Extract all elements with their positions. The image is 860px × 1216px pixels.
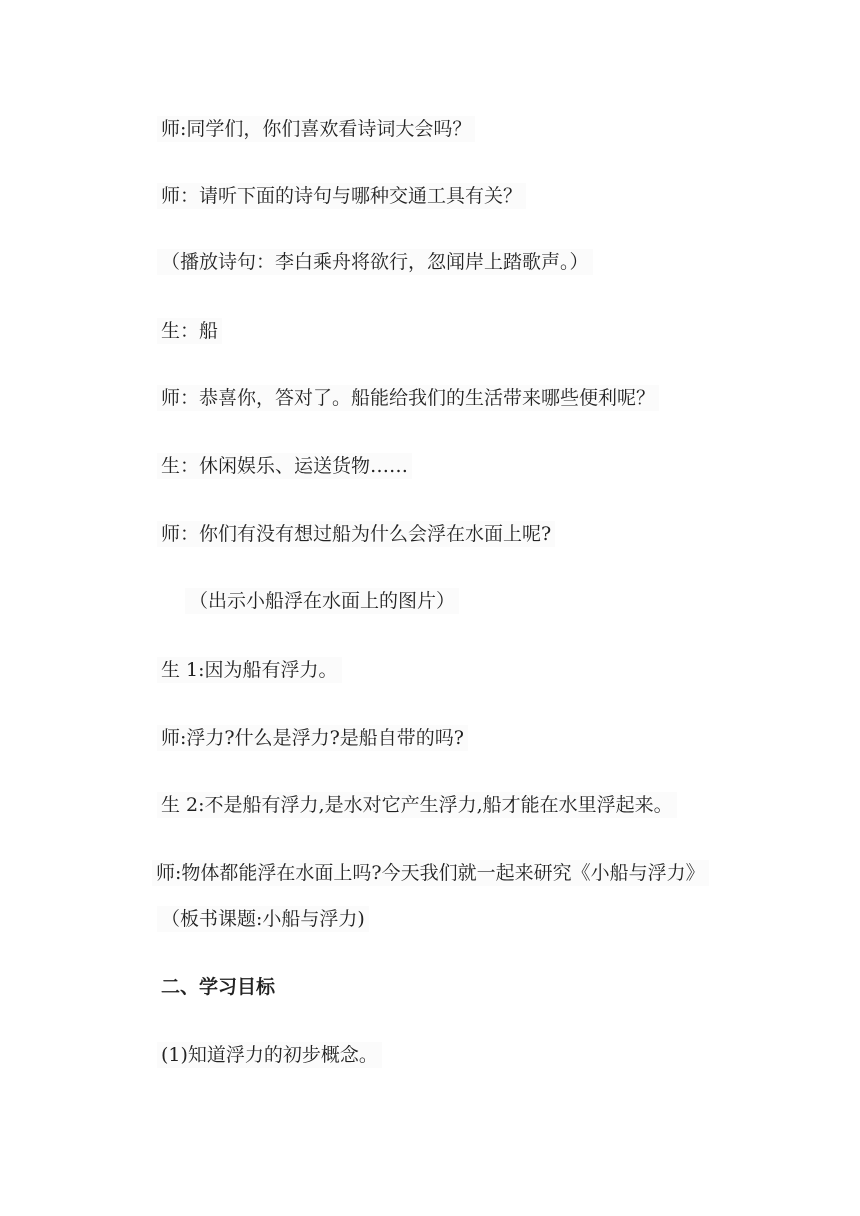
dialogue-line: 生 2:不是船有浮力,是水对它产生浮力,船才能在水里浮起来。 xyxy=(157,792,677,818)
dialogue-line: 师:物体都能浮在水面上吗?今天我们就一起来研究《小船与浮力》 xyxy=(152,860,709,886)
dialogue-line: 生：休闲娱乐、运送货物…… xyxy=(157,453,412,479)
objective-item: (1)知道浮力的初步概念。 xyxy=(157,1042,382,1068)
dialogue-line: 师：恭喜你，答对了。船能给我们的生活带来哪些便利呢？ xyxy=(157,385,659,411)
section-heading: 二、学习目标 xyxy=(161,976,276,998)
stage-direction: （板书课题:小船与浮力) xyxy=(157,906,369,932)
stage-direction: （出示小船浮在水面上的图片） xyxy=(185,588,459,614)
stage-direction: （播放诗句：李白乘舟将欲行，忽闻岸上踏歌声。） xyxy=(157,249,593,275)
dialogue-line: 师:同学们，你们喜欢看诗词大会吗？ xyxy=(157,116,475,142)
dialogue-line: 师:浮力?什么是浮力?是船自带的吗? xyxy=(157,725,468,751)
dialogue-line: 生：船 xyxy=(157,318,222,344)
dialogue-line: 师：请听下面的诗句与哪种交通工具有关？ xyxy=(157,183,526,209)
dialogue-line: 生 1:因为船有浮力。 xyxy=(157,657,342,683)
dialogue-line: 师：你们有没有想过船为什么会浮在水面上呢? xyxy=(157,521,555,547)
